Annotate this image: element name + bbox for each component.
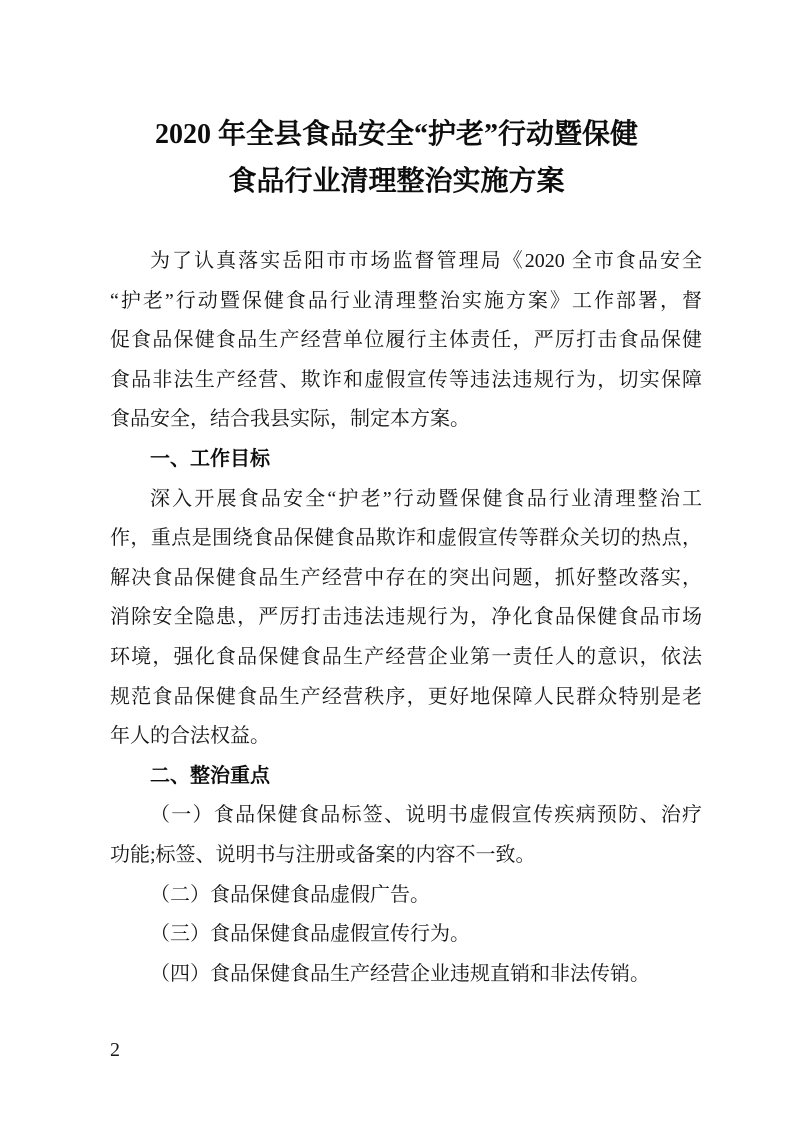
work-goals-line: 解决食品保健食品生产经营中存在的突出问题，抓好整改落实， xyxy=(110,566,702,589)
rectification-item-2 xyxy=(110,876,702,916)
work-goals-line: 环境，强化食品保健食品生产经营企业第一责任人的意识，依法 xyxy=(110,645,702,668)
section-heading-rectification-focus: 二、整治重点 xyxy=(150,764,270,787)
rectification-item-3 xyxy=(110,915,702,955)
page-number: 2 xyxy=(110,1039,120,1061)
intro-line: 食品安全，结合我县实际，制定本方案。 xyxy=(110,408,470,431)
intro-line: “护老”行动暨保健食品行业清理整治实施方案》工作部署，督 xyxy=(110,289,702,312)
rectification-item-line: （一）食品保健食品标签、说明书虚假宣传疾病预防、治疗 xyxy=(150,804,702,827)
work-goals-paragraph xyxy=(110,480,702,757)
rectification-item-line: 功能;标签、说明书与注册或备案的内容不一致。 xyxy=(110,843,536,866)
document-body xyxy=(110,242,702,994)
work-goals-line: 消除安全隐患，严厉打击违法违规行为，净化食品保健食品市场 xyxy=(110,606,702,629)
work-goals-line: 深入开展食品安全“护老”行动暨保健食品行业清理整治工 xyxy=(150,487,702,510)
work-goals-line: 规范食品保健食品生产经营秩序，更好地保障人民群众特别是老 xyxy=(110,685,702,708)
work-goals-line: 年人的合法权益。 xyxy=(110,725,270,748)
rectification-item-4 xyxy=(110,955,702,995)
rectification-item-1 xyxy=(110,796,702,875)
rectification-item-line: （二）食品保健食品虚假广告。 xyxy=(150,883,430,906)
work-goals-line: 作，重点是围绕食品保健食品欺诈和虚假宣传等群众关切的热点， xyxy=(110,527,702,550)
document-title xyxy=(0,111,793,205)
intro-line: 为了认真落实岳阳市市场监督管理局《2020 全市食品安全 xyxy=(150,250,702,272)
title-line-1: 2020 年全县食品安全“护老”行动暨保健 xyxy=(154,119,638,150)
intro-line: 食品非法生产经营、欺诈和虚假宣传等违法违规行为，切实保障 xyxy=(110,368,702,391)
rectification-item-line: （四）食品保健食品生产经营企业违规直销和非法传销。 xyxy=(150,962,650,985)
section-heading-work-goals: 一、工作目标 xyxy=(150,447,270,470)
intro-line: 促食品保健食品生产经营单位履行主体责任，严厉打击食品保健 xyxy=(110,329,702,352)
title-line-2: 食品行业清理整治实施方案 xyxy=(228,166,565,197)
intro-paragraph xyxy=(110,242,702,440)
rectification-item-line: （三）食品保健食品虚假宣传行为。 xyxy=(150,923,470,946)
